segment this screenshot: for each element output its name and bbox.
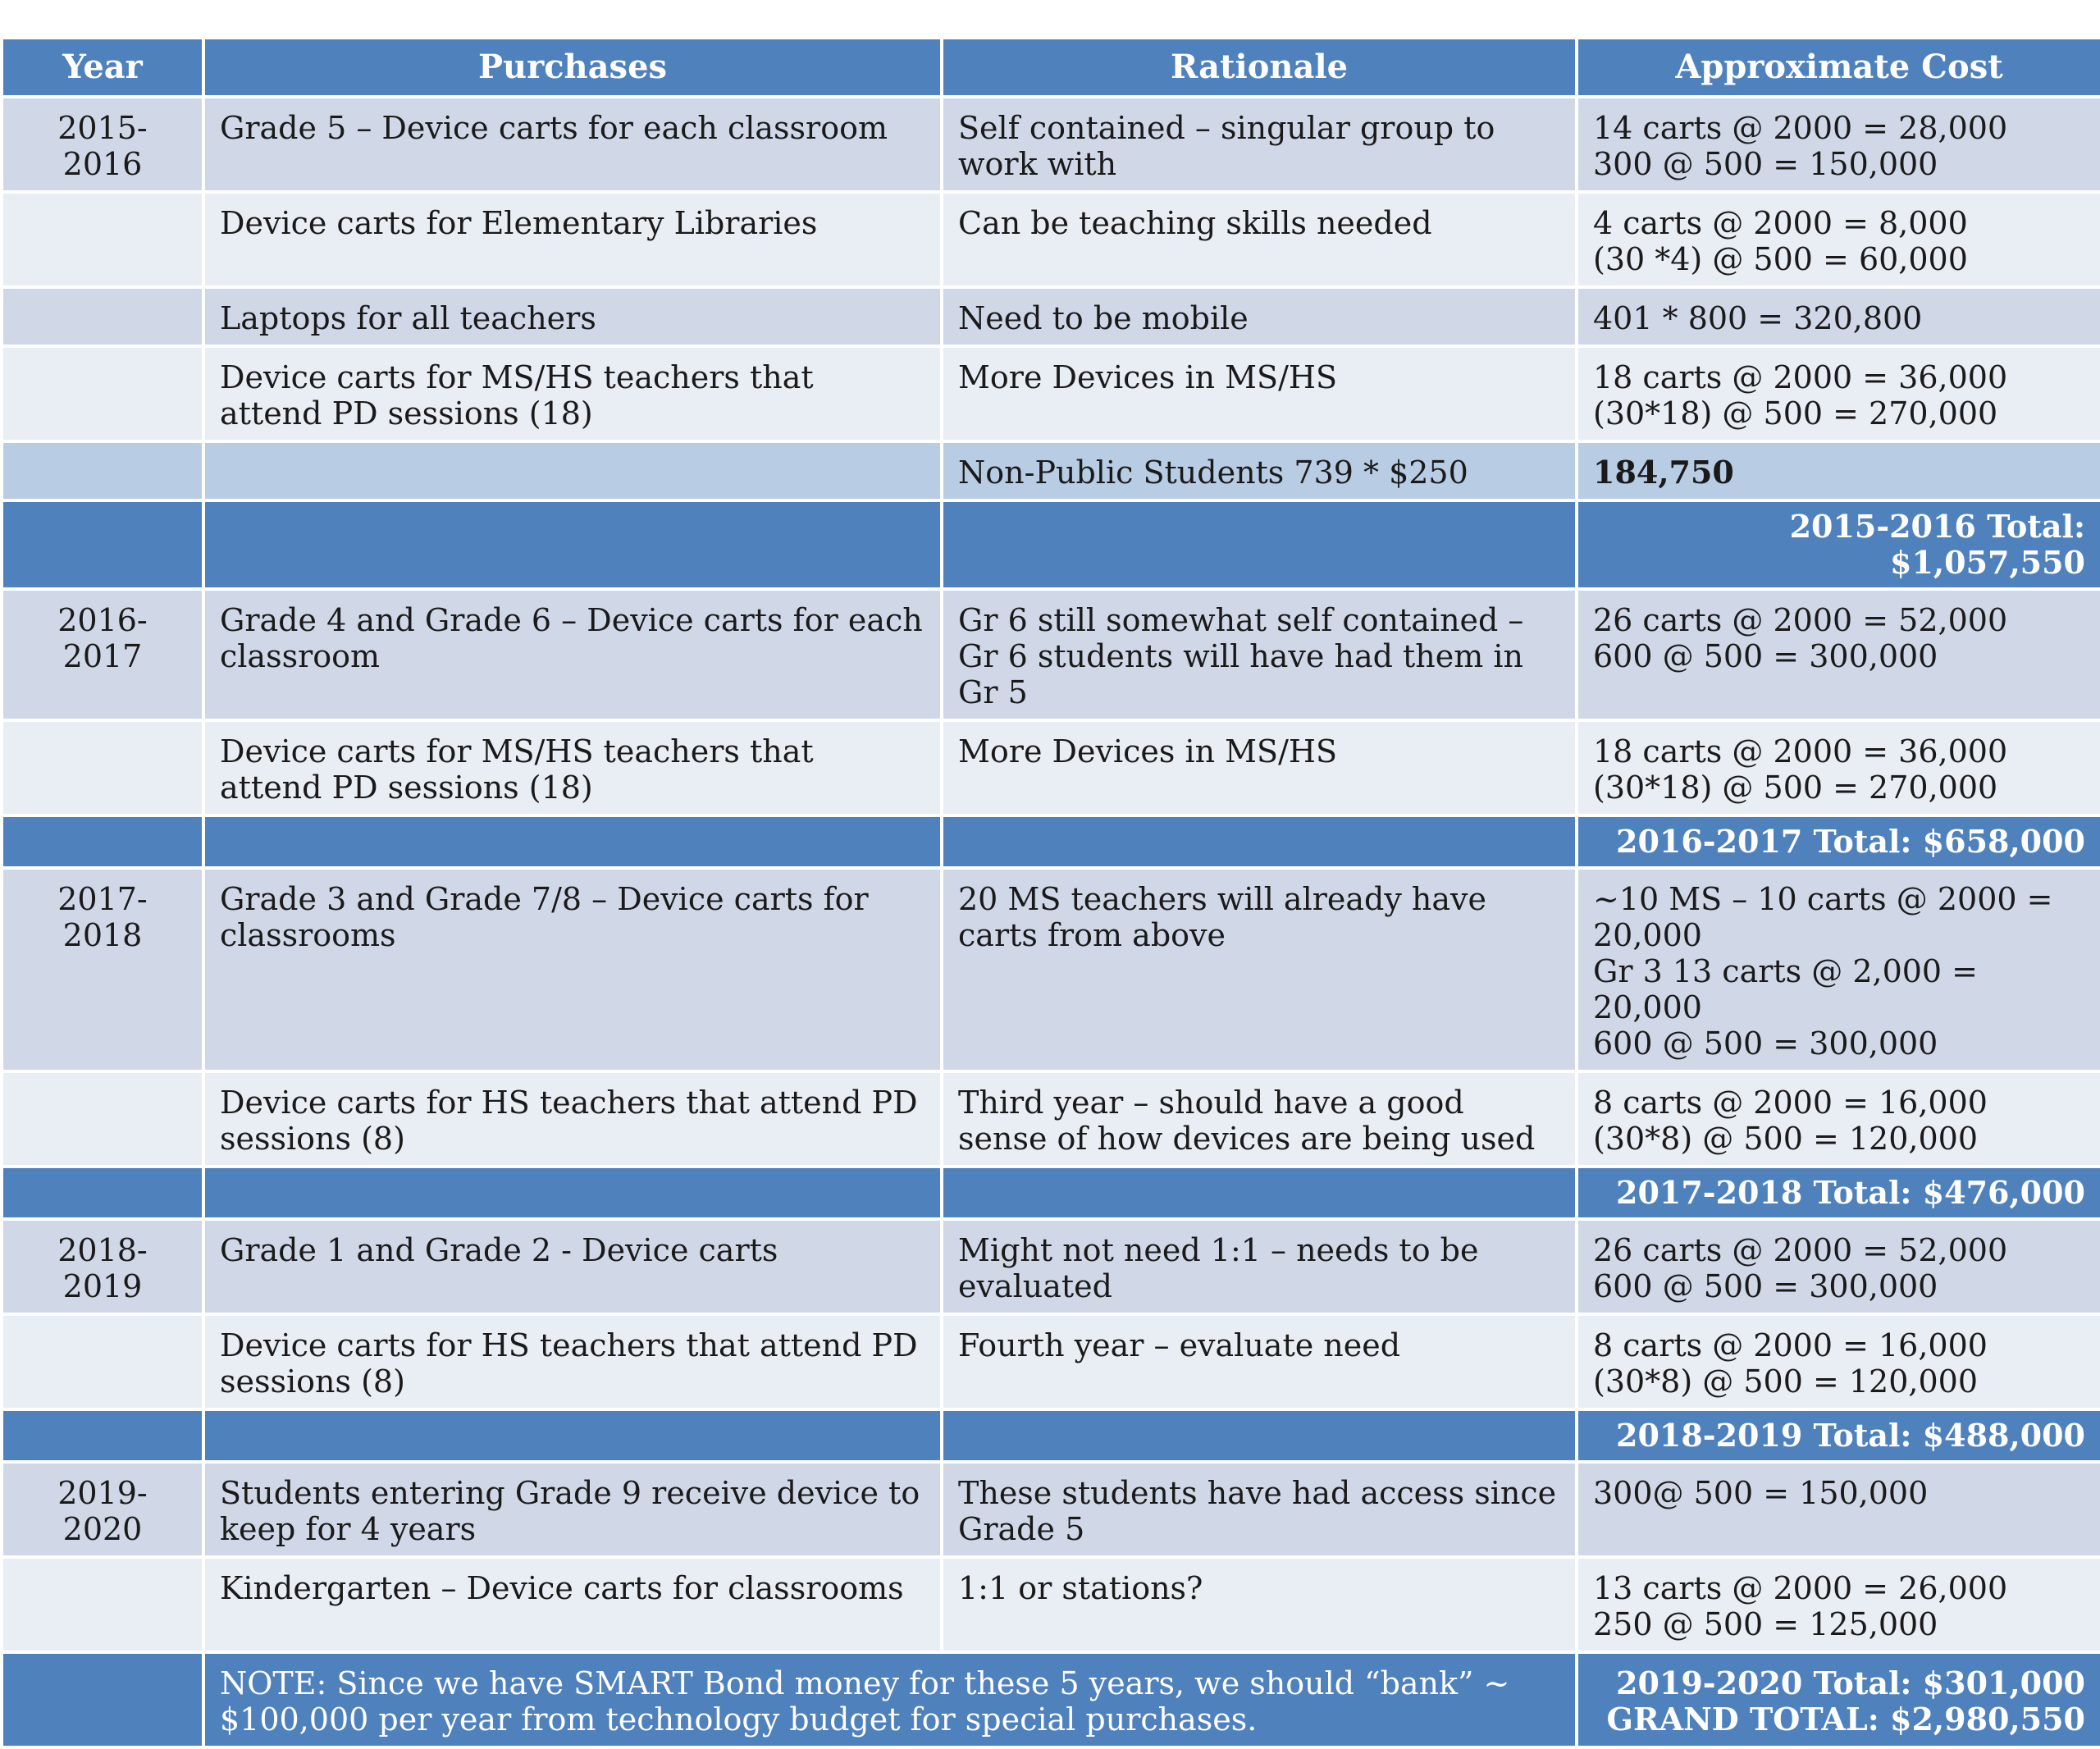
cost-line: 250 @ 500 = 125,000 <box>1593 1606 1938 1642</box>
cost-line: 300@ 500 = 150,000 <box>1593 1475 1929 1511</box>
cost-cell <box>1577 192 2100 287</box>
total-spacer <box>2 1167 203 1219</box>
rationale-cell: More Devices in MS/HS <box>942 346 1577 441</box>
table-row <box>2 589 2100 720</box>
note-row <box>2 1652 2100 1747</box>
table-row <box>2 1219 2100 1314</box>
year-cell <box>2 1071 203 1167</box>
year-cell <box>2 720 203 815</box>
purchase-cell: Grade 4 and Grade 6 – Device carts for each classroom <box>203 589 942 720</box>
note-text: NOTE: Since we have SMART Bond money for these 5 years, we should “bank” ~ $100,000 per year from technology budget for special purchases. <box>203 1652 1577 1747</box>
total-spacer <box>203 1409 942 1462</box>
purchase-cell: Device carts for Elementary Libraries <box>203 192 942 287</box>
table-row <box>2 868 2100 1071</box>
header-purchases: Purchases <box>203 38 942 97</box>
total-spacer <box>203 500 942 589</box>
table-row <box>2 720 2100 815</box>
cost-cell <box>1577 97 2100 192</box>
rationale-cell: Fourth year – evaluate need <box>942 1314 1577 1409</box>
cost-line: 4 carts @ 2000 = 8,000 <box>1593 205 1968 241</box>
note-spacer <box>2 1652 203 1747</box>
purchase-cell: Students entering Grade 9 receive device to keep for 4 years <box>203 1462 942 1557</box>
final-totals-cell <box>1577 1652 2100 1747</box>
purchase-cell: Grade 3 and Grade 7/8 – Device carts for classrooms <box>203 868 942 1071</box>
total-spacer <box>942 815 1577 868</box>
cost-line: (30*8) @ 500 = 120,000 <box>1593 1363 1979 1400</box>
cost-line: 8 carts @ 2000 = 16,000 <box>1593 1085 1988 1121</box>
cost-line: 600 @ 500 = 300,000 <box>1593 1268 1938 1304</box>
cost-cell <box>1577 1557 2100 1652</box>
total-spacer <box>2 500 203 589</box>
cost-line: (30 *4) @ 500 = 60,000 <box>1593 241 1968 277</box>
cost-line: Gr 3 13 carts @ 2,000 = 20,000 <box>1593 953 1979 1025</box>
cost-line: 18 carts @ 2000 = 36,000 <box>1593 359 2008 395</box>
cost-line: 300 @ 500 = 150,000 <box>1593 146 1938 182</box>
purchase-cell: Device carts for HS teachers that attend PD sessions (8) <box>203 1314 942 1409</box>
purchase-cell: Device carts for MS/HS teachers that attend PD sessions (18) <box>203 720 942 815</box>
cost-cell <box>1577 1219 2100 1314</box>
table-row <box>2 1462 2100 1557</box>
year-total: 2019-2020 Total: $301,000 <box>1616 1665 2085 1701</box>
cost-line: 26 carts @ 2000 = 52,000 <box>1593 602 2008 638</box>
cost-line: 401 * 800 = 320,800 <box>1593 300 1923 336</box>
rationale-cell: Non-Public Students 739 * $250 <box>942 441 1577 500</box>
year-total: 2015-2016 Total: $1,057,550 <box>1577 500 2100 589</box>
table-row <box>2 97 2100 192</box>
cost-line: (30*18) @ 500 = 270,000 <box>1593 395 1998 432</box>
year-total-row <box>2 815 2100 868</box>
year-total: 2016-2017 Total: $658,000 <box>1577 815 2100 868</box>
year-cell <box>2 192 203 287</box>
year-cell: 2016-2017 <box>2 589 203 720</box>
year-cell: 2015-2016 <box>2 97 203 192</box>
total-spacer <box>2 1409 203 1462</box>
year-total-row <box>2 1409 2100 1462</box>
cost-line: ~10 MS – 10 carts @ 2000 = 20,000 <box>1593 881 2053 953</box>
purchase-cell <box>203 441 942 500</box>
rationale-cell: These students have had access since Grade 5 <box>942 1462 1577 1557</box>
purchase-cell: Grade 1 and Grade 2 - Device carts <box>203 1219 942 1314</box>
year-cell <box>2 441 203 500</box>
year-cell <box>2 346 203 441</box>
purchase-cell: Laptops for all teachers <box>203 287 942 346</box>
total-spacer <box>203 815 942 868</box>
purchase-cell: Device carts for MS/HS teachers that attend PD sessions (18) <box>203 346 942 441</box>
cost-line: 184,750 <box>1593 454 1734 491</box>
cost-cell <box>1577 1314 2100 1409</box>
rationale-cell: 20 MS teachers will already have carts from above <box>942 868 1577 1071</box>
table-row <box>2 192 2100 287</box>
total-spacer <box>942 500 1577 589</box>
cost-cell <box>1577 346 2100 441</box>
year-total: 2017-2018 Total: $476,000 <box>1577 1167 2100 1219</box>
total-spacer <box>203 1167 942 1219</box>
year-cell <box>2 1314 203 1409</box>
purchase-cell: Kindergarten – Device carts for classrooms <box>203 1557 942 1652</box>
purchase-cell: Grade 5 – Device carts for each classroom <box>203 97 942 192</box>
total-spacer <box>942 1167 1577 1219</box>
year-total: 2018-2019 Total: $488,000 <box>1577 1409 2100 1462</box>
cost-line: (30*8) @ 500 = 120,000 <box>1593 1121 1979 1157</box>
rationale-cell: Gr 6 still somewhat self contained – Gr 6 students will have had them in Gr 5 <box>942 589 1577 720</box>
total-spacer <box>942 1409 1577 1462</box>
cost-line: 18 carts @ 2000 = 36,000 <box>1593 733 2008 769</box>
cost-line: 13 carts @ 2000 = 26,000 <box>1593 1570 2008 1606</box>
table-row <box>2 346 2100 441</box>
rationale-cell: Self contained – singular group to work with <box>942 97 1577 192</box>
header-row <box>2 38 2100 97</box>
year-cell <box>2 1557 203 1652</box>
cost-line: 14 carts @ 2000 = 28,000 <box>1593 110 2008 146</box>
header-rationale: Rationale <box>942 38 1577 97</box>
rationale-cell: Need to be mobile <box>942 287 1577 346</box>
technology-plan-table <box>0 36 2100 1749</box>
table-row <box>2 1557 2100 1652</box>
year-cell: 2018-2019 <box>2 1219 203 1314</box>
grand-total: GRAND TOTAL: $2,980,550 <box>1606 1701 2085 1738</box>
rationale-cell: Can be teaching skills needed <box>942 192 1577 287</box>
header-year: Year <box>2 38 203 97</box>
header-approximate-cost: Approximate Cost <box>1577 38 2100 97</box>
rationale-cell: More Devices in MS/HS <box>942 720 1577 815</box>
table-row <box>2 1071 2100 1167</box>
rationale-cell: Might not need 1:1 – needs to be evaluated <box>942 1219 1577 1314</box>
rationale-cell: 1:1 or stations? <box>942 1557 1577 1652</box>
cost-cell <box>1577 1462 2100 1557</box>
cost-line: 600 @ 500 = 300,000 <box>1593 1025 1938 1062</box>
technology-plan-table-container <box>0 36 2100 1749</box>
year-total-row <box>2 1167 2100 1219</box>
cost-cell <box>1577 720 2100 815</box>
rationale-cell: Third year – should have a good sense of how devices are being used <box>942 1071 1577 1167</box>
cost-line: (30*18) @ 500 = 270,000 <box>1593 769 1998 806</box>
cost-line: 26 carts @ 2000 = 52,000 <box>1593 1232 2008 1268</box>
purchase-cell: Device carts for HS teachers that attend PD sessions (8) <box>203 1071 942 1167</box>
total-spacer <box>2 815 203 868</box>
year-cell: 2017-2018 <box>2 868 203 1071</box>
table-row <box>2 287 2100 346</box>
table-row <box>2 1314 2100 1409</box>
year-total-row <box>2 500 2100 589</box>
cost-cell <box>1577 287 2100 346</box>
year-cell <box>2 287 203 346</box>
cost-cell <box>1577 868 2100 1071</box>
cost-cell <box>1577 1071 2100 1167</box>
cost-cell <box>1577 441 2100 500</box>
table-row <box>2 441 2100 500</box>
year-cell: 2019-2020 <box>2 1462 203 1557</box>
cost-line: 8 carts @ 2000 = 16,000 <box>1593 1327 1988 1363</box>
cost-cell <box>1577 589 2100 720</box>
cost-line: 600 @ 500 = 300,000 <box>1593 638 1938 674</box>
